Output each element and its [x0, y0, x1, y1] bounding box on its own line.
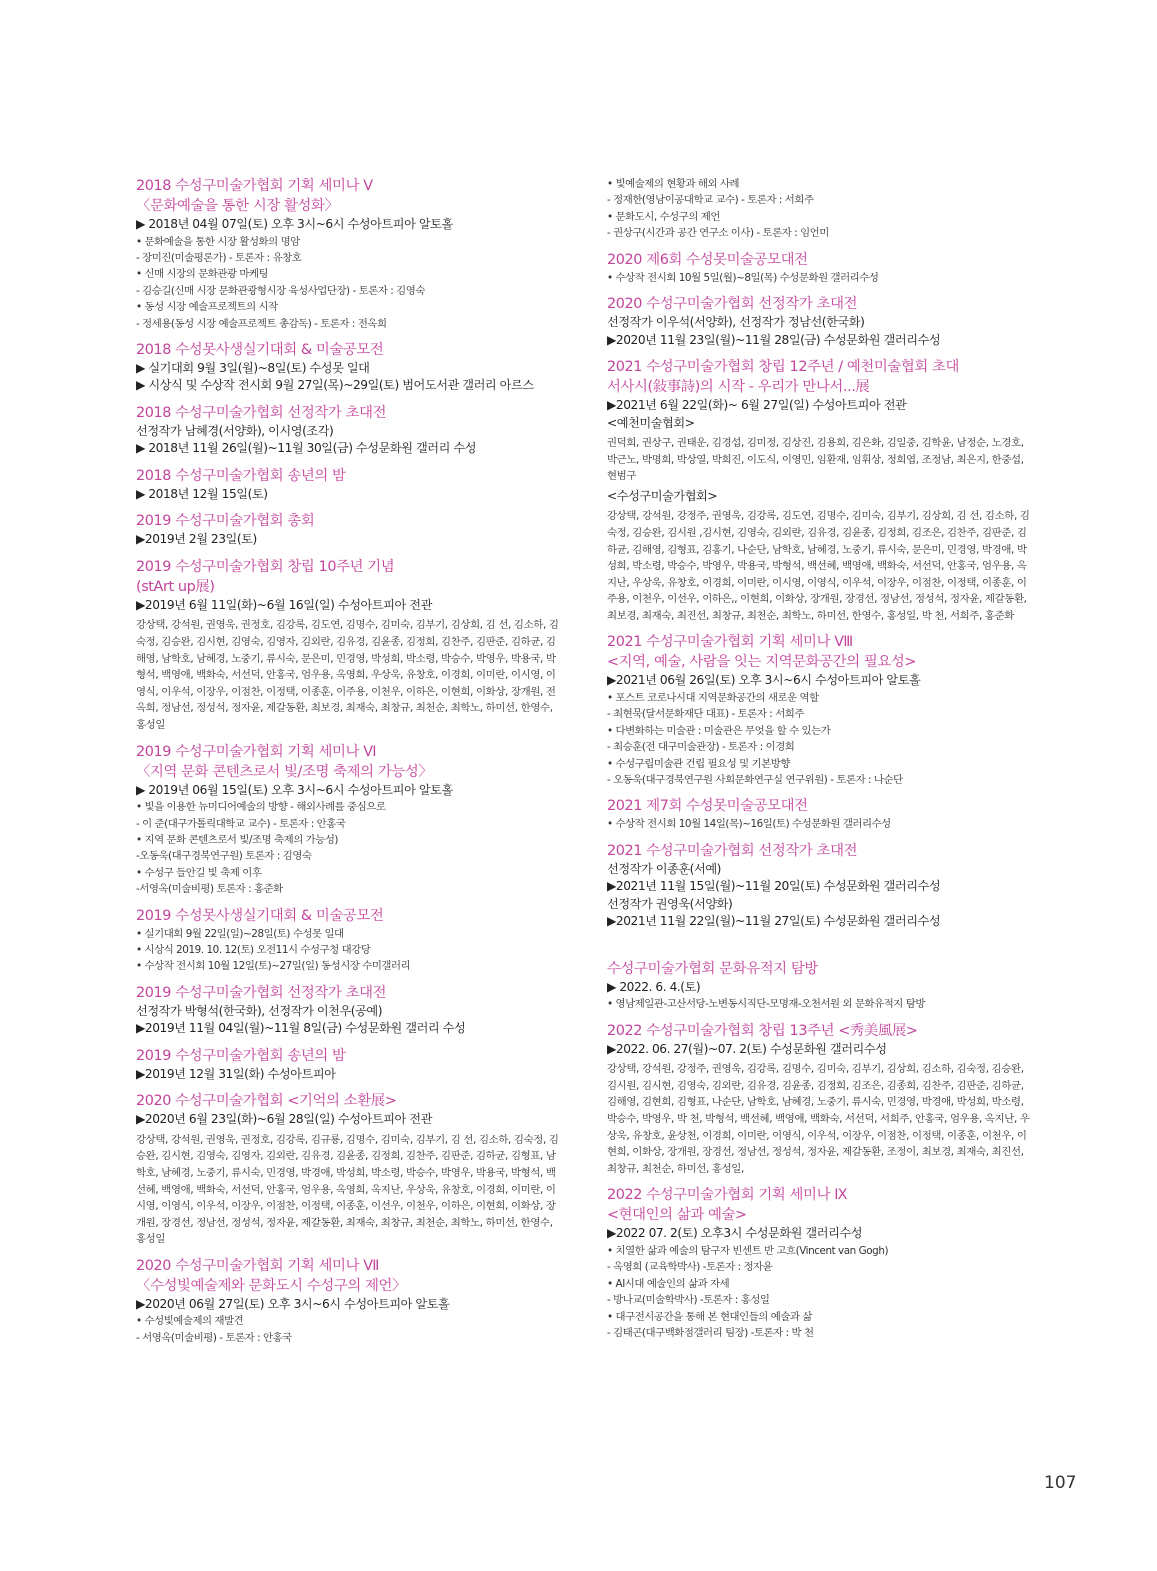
detail-line: - 오동욱(대구경북연구원 사회문화연구실 연구위원) - 토론자 : 나순단: [607, 774, 903, 786]
section: [607, 1021, 1032, 1178]
event-line: ▶2020년 11월 23일(월)~11월 28일(금) 수성문화원 갤러리수성: [607, 332, 941, 347]
detail-line: - 권상구(시간과 공간 연구소 이사) - 토론자 : 임언미: [607, 227, 829, 240]
section: [136, 1256, 561, 1346]
section-heading: 서사시(敍事詩)의 시작 - 우리가 만나서...展: [607, 379, 870, 396]
detail-line: • 영남제일관-고산서당-노변동시직단-모명재-오천서원 외 문화유적지 탐방: [607, 998, 925, 1011]
detail-line: • 빛예술제의 현황과 해외 사례: [607, 178, 740, 190]
detail-line: • 포스트 코로나시대 지역문화공간의 새로운 역할: [607, 691, 819, 704]
detail-line: • 수상작 전시회 10월 5일(월)~8일(목) 수성문화원 갤러리수성: [607, 271, 879, 284]
section-heading: 〈문화예술을 통한 시장 활성화〉: [136, 198, 339, 214]
event-line: ▶2019년 6월 11일(화)~6월 16일(일) 수성아트피아 전관: [136, 597, 432, 612]
detail-line: • AI시대 예술인의 삶과 자세: [607, 1277, 730, 1290]
event-line: ▶2021년 11월 15일(월)~11월 20일(토) 수성문화원 갤러리수성: [607, 879, 941, 894]
section: [607, 796, 1032, 832]
detail-line: • 지역 문화 콘텐츠로서 빛/조명 축제의 가능성): [136, 833, 339, 846]
section: [136, 466, 561, 504]
section-heading: 2021 수성구미술가협회 창립 12주년 / 예천미술협회 초대: [607, 359, 960, 376]
event-line: ▶2021년 6월 22일(화)~ 6월 27일(일) 수성아트피아 전관: [607, 398, 907, 413]
section: [136, 742, 561, 898]
section-heading: 2021 제7회 수성못미술공모대전: [607, 798, 808, 815]
section-heading: 2020 제6회 수성못미술공모대전: [607, 251, 808, 268]
participant-list: 권덕희, 권상구, 권태운, 김경섭, 김미정, 김상진, 김용희, 김은화, 김일중, 김학윤, 남정순, 노경호, 박근노, 박명희, 박상열, 박희진, 이도식, 이영민, 임환재, 임휘상, 정희엽, 조정남, 최은지, 한중섭, 현범구: [607, 437, 1024, 483]
section-heading: 2020 수성구미술가협회 선정작가 초대전: [607, 296, 858, 313]
detail-line: • 빛을 이용한 뉴미디어예술의 방향 - 해외사례를 중심으로: [136, 801, 386, 814]
section-heading: 2021 수성구미술가협회 선정작가 초대전: [607, 842, 858, 859]
detail-line: • 신매 시장의 문화관광 마케팅: [136, 268, 269, 281]
section: [136, 340, 561, 395]
event-line: ▶ 시상식 및 수상작 전시회 9월 27일(목)~29일(토) 범어도서관 갤러리 아르스: [136, 378, 534, 393]
section-heading: <현대인의 삶과 예술>: [607, 1207, 747, 1224]
detail-line: • 수상작 전시회 10월 14일(목)~16일(토) 수성문화원 갤러리수성: [607, 818, 891, 831]
section: [607, 294, 1032, 349]
detail-line: -오동욱(대구경북연구원) 토론자 : 김영숙: [136, 850, 312, 863]
section-heading: 2019 수성구미술가협회 송년의 밤: [136, 1047, 346, 1064]
section-heading: (stArt up展): [136, 578, 215, 595]
detail-line: • 문화도시, 수성구의 제언: [607, 210, 720, 223]
section: [136, 983, 561, 1038]
detail-line: • 수성구 들안길 빛 축제 이후: [136, 866, 262, 879]
detail-line: - 김태곤(대구백화점갤러리 팀장) -토론자 : 박 천: [607, 1326, 814, 1339]
section: [607, 250, 1032, 286]
section: [607, 959, 1032, 1013]
section-heading: 2019 수성구미술가협회 기획 세미나 Ⅵ: [136, 743, 377, 760]
section: [136, 176, 561, 332]
detail-line: • 실기대회 9월 22일(일)~28일(토) 수성못 일대: [136, 927, 344, 940]
detail-line: - 서영옥(미술비평) - 토론자 : 안홍국: [136, 1331, 292, 1344]
detail-line: • 수상작 전시회 10월 12일(토)~27일(일) 동성시장 수미갤러리: [136, 960, 411, 973]
event-line: ▶ 2018년 04월 07일(토) 오후 3시~6시 수성아트피아 알토홀: [136, 217, 453, 231]
section: [136, 403, 561, 458]
section-heading: 2019 수성구미술가협회 선정작가 초대전: [136, 984, 387, 1001]
event-line: ▶2020년 6월 23일(화)~6월 28일(일) 수성아트피아 전관: [136, 1112, 432, 1127]
section-heading: 2018 수성구미술가협회 송년의 밤: [136, 467, 346, 484]
detail-line: • 수성빛예술제의 재발견: [136, 1315, 244, 1328]
detail-line: - 정재한(영남이공대학교 교수) - 토론자 : 서희주: [607, 194, 814, 207]
section-heading: 2020 수성구미술가협회 <기억의 소환展>: [136, 1093, 397, 1110]
section-heading: 2019 수성구미술가협회 창립 10주년 기념: [136, 558, 395, 575]
section: [607, 176, 1032, 242]
detail-line: • 수성구립미술관 건립 필요성 및 기본방향: [607, 757, 790, 770]
section-heading: 2022 수성구미술가협회 기획 세미나 Ⅸ: [607, 1187, 848, 1204]
section: [136, 906, 561, 975]
section: [607, 357, 1032, 624]
section: [607, 1185, 1032, 1341]
section-heading: 2018 수성못사생실기대회 & 미술공모전: [136, 341, 384, 358]
section-heading: 2018 수성구미술가협회 기획 세미나 Ⅴ: [136, 178, 373, 194]
event-line: <수성구미술가협회>: [607, 488, 718, 503]
event-line: ▶2019년 11월 04일(월)~11월 8일(금) 수성문화원 갤러리 수성: [136, 1021, 466, 1036]
participant-list: 강상택, 강석원, 권영욱, 권정호, 김강록, 김도연, 김명수, 김미숙, 김부기, 김상희, 김 선, 김소하, 김숙정, 김승완, 김시현, 김영숙, 김영자, 김외란, 김유경, 김윤종, 김정희, 김찬주, 김판준, 김하균, 김해영, 남학호, 남혜경, 노중기, 류시숙, 문은미, 민경영, 박성희, 박소령, 박승수, 박영우, 박용국, 박형석, 백영애, 백화숙, 서선덕, 안홍국, 엄우용, 옥영희, 우상욱, 유창호, 이경희, 이미란, 이시영, 이영식, 이우석, 이장우, 이점찬, 이정택, 이종훈, 이주용, 이천우, 이하은, 이현희, 이화상, 장개원, 전옥희, 정남선, 정성석, 정자윤, 제갈동환, 최보경, 최재숙, 최창규, 최천순, 최학노, 하미선, 한영수, 홍성일: [136, 619, 559, 731]
section-heading: 2021 수성구미술가협회 기획 세미나 Ⅷ: [607, 634, 853, 651]
detail-line: • 다변화하는 미술관 : 미술관은 무엇을 할 수 있는가: [607, 724, 831, 737]
section: [607, 632, 1032, 788]
event-line: ▶2020년 06월 27일(토) 오후 3시~6시 수성아트피아 알토홀: [136, 1296, 450, 1311]
event-line: ▶2019년 12월 31일(화) 수성아트피아: [136, 1066, 336, 1081]
detail-line: • 시상식 2019. 10. 12(토) 오전11시 수성구청 대강당: [136, 943, 371, 956]
event-line: ▶2022. 06. 27(월)~07. 2(토) 수성문화원 갤러리수성: [607, 1041, 887, 1056]
detail-line: • 동성 시장 예술프로젝트의 시작: [136, 301, 278, 314]
event-line: ▶2021년 06월 26일(토) 오후 3시~6시 수성아트피아 알토홀: [607, 673, 921, 688]
section: [136, 557, 561, 734]
event-line: ▶2022 07. 2(토) 오후3시 수성문화원 갤러리수성: [607, 1226, 863, 1241]
section-heading: 2019 수성구미술가협회 총회: [136, 513, 315, 530]
event-line: 선정작가 이종훈(서예): [607, 861, 721, 876]
event-line: ▶ 2022. 6. 4.(토): [607, 979, 701, 994]
section-heading: <지역, 예술, 사람을 잇는 지역문화공간의 필요성>: [607, 654, 917, 671]
detail-line: - 방나교(미술학박사) -토론자 : 홍성일: [607, 1294, 770, 1307]
detail-line: • 치열한 삶과 예술의 탐구자 빈센트 반 고흐(Vincent van Gogh): [607, 1244, 889, 1257]
section-heading: 2019 수성못사생실기대회 & 미술공모전: [136, 907, 384, 924]
event-line: 선정작가 이우석(서양화), 선정작가 정남선(한국화): [607, 315, 865, 330]
detail-line: - 최현묵(달서문화재단 대표) - 토론자 : 서희주: [607, 708, 804, 721]
detail-line: - 김승길(신매 시장 문화관광형시장 육성사업단장) - 토론자 : 김영숙: [136, 284, 425, 297]
event-line: ▶ 실기대회 9월 3일(월)~8일(토) 수성못 일대: [136, 360, 370, 375]
detail-line: -서영옥(미술비평) 토론자 : 홍준화: [136, 883, 283, 896]
detail-line: • 대구전시공간을 통해 본 현대인들의 예술과 삶: [607, 1310, 812, 1323]
detail-line: • 문화예술을 통한 시장 활성화의 명암: [136, 235, 300, 248]
event-line: ▶ 2018년 11월 26일(월)~11월 30일(금) 수성문화원 갤러리 수성: [136, 441, 477, 456]
event-line: ▶2019년 2월 23일(토): [136, 532, 257, 547]
participant-list: 강상택, 강석원, 강정주, 권영욱, 김강록, 김명수, 김미숙, 김부기, 김상희, 김소하, 김숙정, 김승완, 김시원, 김시현, 김영숙, 김외란, 김유경, 김윤종, 김정희, 김조은, 김종희, 김찬주, 김판준, 김하균, 김해영, 김현희, 김형표, 나순단, 남학호, 남혜경, 노중기, 류시숙, 민경영, 박경애, 박성희, 박소령, 박승수, 박영우, 박 천, 박형석, 백선혜, 백영애, 백화숙, 서선덕, 서희주, 안홍국, 엄우용, 옥지난, 우상욱, 유창호, 윤상천, 이경희, 이미란, 이영식, 이우석, 이장우, 이점찬, 이정택, 이종훈, 이천우, 이현희, 이화상, 장개원, 장경선, 정남선, 정성석, 정자윤, 제갈동환, 조정이, 최보경, 최재숙, 최진선, 최창규, 최천순, 하미선, 홍성일,: [607, 1063, 1030, 1175]
section-heading: 2018 수성구미술가협회 선정작가 초대전: [136, 404, 387, 421]
participant-list: 강상택, 강석원, 강정주, 권영욱, 김강록, 김도연, 김명수, 김미숙, 김부기, 김상희, 김 선, 김소하, 김숙정, 김승완, 김시원 ,김시현, 김영숙, 김외란, 김유경, 김윤종, 김정희, 김조은, 김찬주, 김판준, 김하균, 김해영, 김형표, 김홍기, 나순단, 남학호, 남혜경, 노중기, 류시숙, 문은미, 민경영, 박경애, 박성희, 박소령, 박승수, 박영우, 박용국, 박형석, 백선혜, 백영애, 백화숙, 서선덕, 안홍국, 엄우용, 옥지난, 우상욱, 유창호, 이경희, 이미란, 이시영, 이영식, 이우석, 이장우, 이점찬, 이정택, 이종훈, 이주용, 이천우, 이선우, 이하은,, 이현희, 이화상, 장개원, 장경선, 정남선, 정성석, 정자윤, 제갈동환, 최보경, 최재숙, 최진선, 최창규, 최천순, 최학노, 하미선, 한영수, 홍성일, 박 천, 서희주, 홍준화: [607, 510, 1030, 622]
section-heading: 〈수성빛예술제와 문화도시 수성구의 제언〉: [136, 1277, 407, 1294]
event-line: ▶ 2018년 12월 15일(토): [136, 486, 268, 501]
detail-line: - 정세용(동성 시장 예술프로젝트 총감독) - 토론자 : 전옥희: [136, 317, 387, 330]
event-line: <예천미술협회>: [607, 415, 695, 430]
event-line: 선정작가 권영욱(서양화): [607, 896, 733, 911]
event-line: ▶2021년 11월 22일(월)~11월 27일(토) 수성문화원 갤러리수성: [607, 914, 941, 929]
section-heading: 수성구미술가협회 문화유적지 탐방: [607, 960, 818, 977]
detail-line: - 이 준(대구가톨릭대학교 교수) - 토론자 : 안홍국: [136, 817, 346, 830]
detail-line: - 장미진(미술평론가) - 토론자 : 유창호: [136, 251, 302, 264]
participant-list: 강상택, 강석원, 권영욱, 권정호, 김강록, 김규룡, 김명수, 김미숙, 김부기, 김 선, 김소하, 김숙정, 김승완, 김시현, 김영숙, 김영자, 김외란, 김유경, 김윤종, 김정희, 김찬주, 김판준, 김하균, 김형표, 남학호, 남혜경, 노중기, 류시숙, 민경영, 박경애, 박성희, 박소령, 박승수, 박영우, 박용국, 박형석, 백선혜, 백영애, 백화숙, 서선덕, 안홍국, 엄우용, 옥영희, 옥지난, 우상욱, 유창호, 이경희, 이미란, 이시영, 이영식, 이우석, 이장우, 이점찬, 이정택, 이종훈, 이선우, 이천우, 이하은, 이현희, 이화상, 장개원, 장경선, 정남선, 정성석, 정자윤, 제갈동환, 최재숙, 최창규, 최천순, 최학노, 하미선, 한영수, 홍성일: [136, 1133, 559, 1246]
section: [607, 841, 1032, 931]
right-column: [607, 176, 1032, 1349]
section: [136, 511, 561, 549]
event-line: 선정작가 남혜경(서양화), 이시영(조각): [136, 423, 334, 438]
page-number: 107: [1044, 1473, 1077, 1493]
detail-line: - 옥영희 (교육학박사) -토론자 : 정자윤: [607, 1261, 773, 1274]
left-column: [136, 176, 561, 1354]
section-heading: 2022 수성구미술가협회 창립 13주년 <秀美風展>: [607, 1022, 918, 1039]
section: [136, 1046, 561, 1084]
event-line: ▶ 2019년 06월 15일(토) 오후 3시~6시 수성아트피아 알토홀: [136, 782, 453, 797]
section-heading: 〈지역 문화 콘텐츠로서 빛/조명 축제의 가능성〉: [136, 763, 433, 780]
section-heading: 2020 수성구미술가협회 기획 세미나 Ⅶ: [136, 1257, 379, 1274]
event-line: 선정작가 박형석(한국화), 선정작가 이천우(공예): [136, 1003, 383, 1018]
detail-line: - 최승훈(전 대구미술관장) - 토론자 : 이경희: [607, 741, 795, 754]
section: [136, 1091, 561, 1248]
